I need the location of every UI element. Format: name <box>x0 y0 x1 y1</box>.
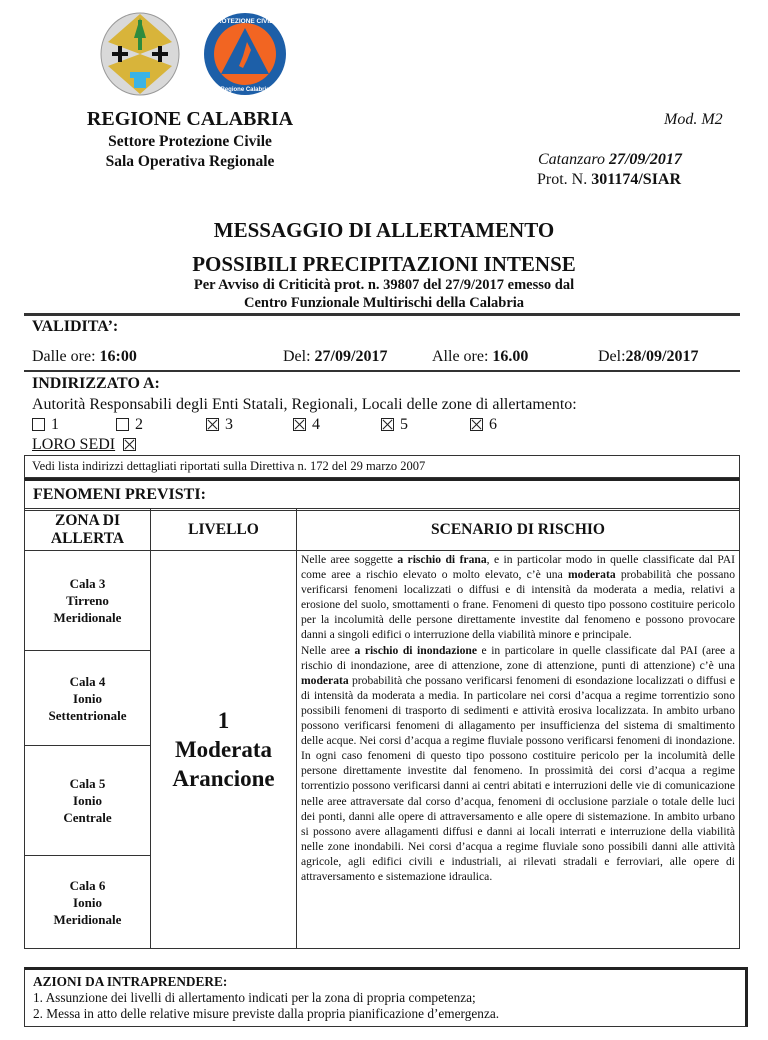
from-label: Dalle ore: <box>32 348 96 365</box>
scenario-text: probabilità che possano verificarsi fenomeni localizzati o diffusi e di intensità da moderata a media, relativi a erosione del suolo, smottamenti o frane. Fenomeni di questo tipo possono costituire pericolo per la incolumità delle persone direttamente investite dal fenomeno e possono provocare danni a singoli edifici o interruzione della viabilità minore e principale. <box>301 568 735 642</box>
divider <box>24 313 740 316</box>
title-line3: Per Avviso di Criticità prot. n. 39807 del 27/9/2017 emesso dal <box>193 277 575 293</box>
table-header-row <box>25 509 740 551</box>
validity-from-date <box>283 348 387 366</box>
org-name: REGIONE CALABRIA <box>86 108 294 130</box>
checkbox-label: 5 <box>400 416 408 433</box>
level-number: 1 <box>217 708 230 733</box>
checkbox-label: 3 <box>225 416 233 433</box>
protocol-number: 301174/SIAR <box>591 171 682 188</box>
recipients-description: Autorità Responsabili degli Enti Statali, Regionali, Locali delle zone di allertamento: <box>32 396 577 413</box>
alert-level <box>151 551 297 949</box>
svg-text:PROTEZIONE CIVILE: PROTEZIONE CIVILE <box>212 18 278 25</box>
zone-option-6[interactable] <box>470 416 497 434</box>
checkbox-label: 6 <box>489 416 497 433</box>
protocol-label: Prot. N. <box>537 171 588 188</box>
scenario-text: Nelle aree soggette <box>301 553 398 566</box>
date: 27/09/2017 <box>608 151 682 168</box>
title-line1: MESSAGGIO DI ALLERTAMENTO <box>213 218 555 242</box>
checkbox-label: 2 <box>135 416 143 433</box>
zone-option-1[interactable] <box>32 416 59 434</box>
zone-option-5[interactable] <box>381 416 408 434</box>
checkbox[interactable] <box>293 418 306 431</box>
title-line4: Centro Funzionale Multirischi della Calabria <box>243 295 525 311</box>
table-row <box>25 551 740 651</box>
divider <box>24 370 740 372</box>
recipients-heading: INDIRIZZATO A: <box>32 375 160 392</box>
loro-sedi-checkbox[interactable] <box>123 438 136 451</box>
directive-note-text: Vedi lista indirizzi dettagliati riportati sulla Direttiva n. 172 del 29 marzo 2007 <box>32 459 426 473</box>
scenario-text: probabilità che possano verificarsi fenomeni di esondazione localizzati o diffusi e di intensità da moderata a media. In particolare nei corsi d’acqua a regime torrentizio sono possibili fenomeni di trasporto di sedimenti e attività erosiva localizzata. In ambito urbano possono verificarsi fenomeni di allagamento per insufficienza del sistema di smaltimento delle acque. Nei corsi d’acqua a regime fluviale possono verificarsi fenomeni di inondazione. In ogni caso fenomeni di questo tipo possono costituire pericolo per la incolumità delle persone direttamente investite dal fenomeno. In prossimità dei corsi d’acqua a regime torrentizio possono verificarsi danni ai centri abitati e interruzioni delle vie di comunicazione nelle aree attraversate dal corso d’acqua, fenomeni di occlusione parziale o totale delle luci dei ponti, danni alle opere di attraversamento e alle opere di sistemazione. In ambito urbano si possono avere allagamenti diffusi e danni ai locali interrati e interruzione della viabilità nelle zone inondabili. Nei corsi d’acqua a regime fluviale sono possibili danni alle attività agricole, agli edifici civili e industriali, ai rilevati stradali e ferroviari, alle opere di attraversamento e sistemazione idraulica. <box>301 673 735 883</box>
level-color: Arancione <box>172 766 275 791</box>
fenomeni-table <box>24 508 740 949</box>
protocol <box>537 171 681 189</box>
checkbox-label: 4 <box>312 416 320 433</box>
from-time: 16:00 <box>99 348 137 365</box>
zone-option-2[interactable] <box>116 416 143 434</box>
svg-text:Regione Calabria: Regione Calabria <box>220 87 270 93</box>
checkbox-label: 1 <box>51 416 59 433</box>
actions-box <box>24 967 748 1027</box>
zone-cala-5: Cala 5 Ionio Centrale <box>25 746 151 856</box>
scenario-text: Nelle aree <box>301 643 355 657</box>
to-date-label: Del: <box>598 348 626 365</box>
scenario-paragraph <box>301 643 735 885</box>
level-name: Moderata <box>174 737 273 762</box>
directive-note <box>24 455 740 478</box>
col-scenario: SCENARIO DI RISCHIO <box>297 509 740 551</box>
place-date <box>538 151 682 169</box>
scenario-emphasis: a rischio di inondazione <box>354 643 477 657</box>
scenario-paragraph <box>301 552 735 643</box>
risk-scenario <box>297 551 740 949</box>
zone-option-4[interactable] <box>293 416 320 434</box>
checkbox[interactable] <box>381 418 394 431</box>
from-date-label: Del: <box>283 348 311 365</box>
checkbox[interactable] <box>470 418 483 431</box>
fenomeni-header <box>24 478 740 511</box>
to-time: 16.00 <box>492 348 529 365</box>
scenario-text: , e in particolar modo in quelle classificate dal PAI come aree a rischio elevato o molto elevato, c’è una <box>301 553 735 582</box>
actions-heading: AZIONI DA INTRAPRENDERE: <box>33 974 228 989</box>
to-label: Alle ore: <box>432 348 489 365</box>
protezione-civile-logo <box>203 12 287 96</box>
loro-sedi-label: LORO SEDI <box>32 436 116 453</box>
regione-calabria-logo <box>100 12 180 96</box>
checkbox[interactable] <box>32 418 45 431</box>
fenomeni-heading: FENOMENI PREVISTI: <box>33 486 206 503</box>
col-livello: LIVELLO <box>151 509 297 551</box>
scenario-text: e in particolare in quelle classificate dal PAI (aree a rischio di inondazione, aree di attenzione, zone di attenzione, punti di attenzione) c’è una <box>301 643 735 672</box>
scenario-emphasis: moderata <box>567 568 616 582</box>
scenario-emphasis: moderata <box>301 673 349 687</box>
zone-cala-4: Cala 4 Ionio Settentrionale <box>25 651 151 746</box>
validity-to <box>432 348 528 366</box>
action-item: 1. Assunzione dei livelli di allertamento indicati per la zona di propria competenza; <box>33 990 476 1005</box>
zone-cala-3: Cala 3 Tirreno Meridionale <box>25 551 151 651</box>
loro-sedi <box>32 436 142 454</box>
col-zona: ZONA DI ALLERTA <box>25 509 151 551</box>
checkbox[interactable] <box>206 418 219 431</box>
model-code: Mod. M2 <box>664 111 723 128</box>
validity-heading: VALIDITA’: <box>32 318 119 335</box>
from-date: 27/09/2017 <box>314 348 388 365</box>
validity-from <box>32 348 137 366</box>
zone-option-3[interactable] <box>206 416 233 434</box>
to-date: 28/09/2017 <box>625 348 699 365</box>
dept-name: Settore Protezione Civile <box>108 133 272 150</box>
place: Catanzaro <box>538 151 605 168</box>
action-item: 2. Messa in atto delle relative misure previste dalla propria pianificazione d’emergenza. <box>33 1006 500 1021</box>
title-line2: POSSIBILI PRECIPITAZIONI INTENSE <box>192 252 576 276</box>
zone-cala-6: Cala 6 Ionio Meridionale <box>25 856 151 949</box>
room-name: Sala Operativa Regionale <box>105 153 275 170</box>
checkbox[interactable] <box>116 418 129 431</box>
scenario-emphasis: a rischio di frana <box>397 553 487 566</box>
validity-to-date <box>598 348 698 366</box>
